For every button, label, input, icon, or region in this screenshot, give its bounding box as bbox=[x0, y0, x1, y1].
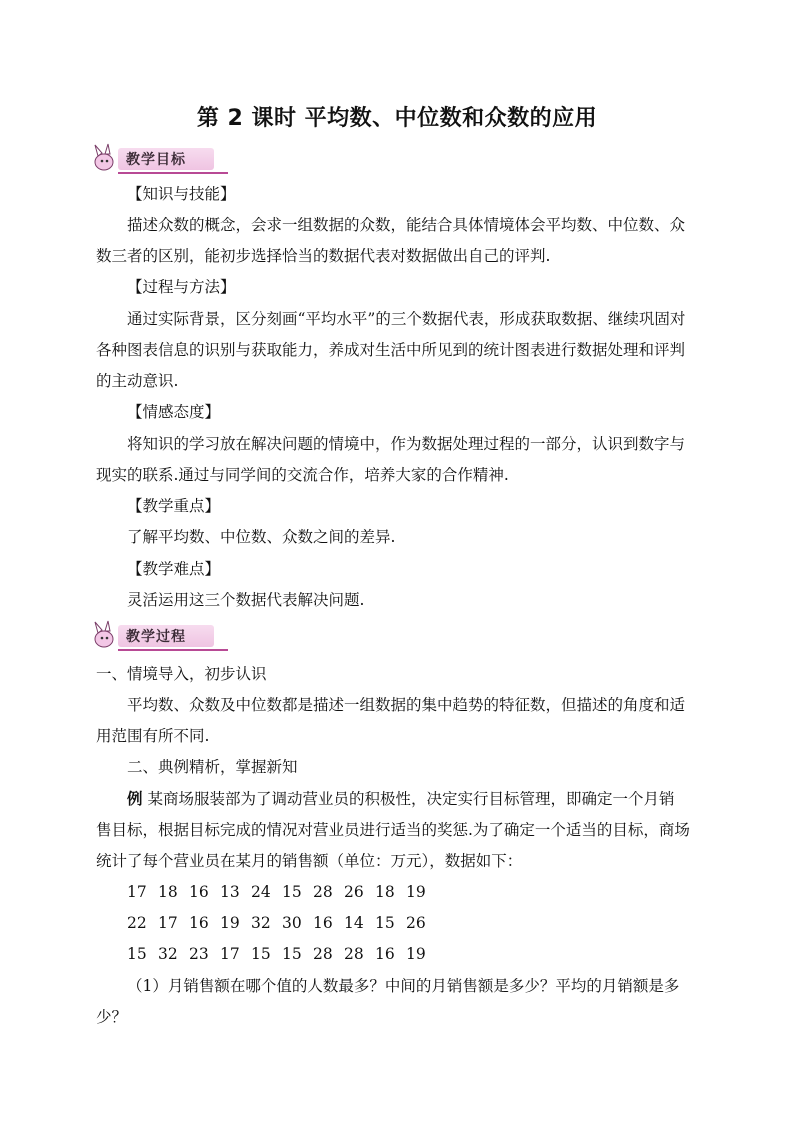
section-badge-process bbox=[92, 619, 230, 651]
data-value: 32 bbox=[251, 914, 271, 932]
paragraph-line: 各种图表信息的识别与获取能力，养成对生活中所见到的统计图表进行数据处理和评判 bbox=[96, 341, 686, 359]
data-value: 22 bbox=[127, 914, 147, 932]
heading-emotion: 【情感态度】 bbox=[127, 403, 221, 421]
heading-knowledge: 【知识与技能】 bbox=[127, 185, 236, 203]
data-value: 32 bbox=[158, 945, 178, 963]
data-value: 18 bbox=[375, 883, 395, 901]
data-value: 19 bbox=[220, 914, 240, 932]
data-value: 28 bbox=[313, 945, 333, 963]
page-title: 第 2 课时 平均数、中位数和众数的应用 bbox=[196, 106, 598, 131]
paragraph-line: 灵活运用这三个数据代表解决问题. bbox=[127, 591, 365, 609]
data-value: 15 bbox=[282, 883, 302, 901]
data-value: 15 bbox=[375, 914, 395, 932]
paragraph-line: 统计了每个营业员在某月的销售额（单位：万元），数据如下： bbox=[96, 852, 523, 870]
data-value: 15 bbox=[251, 945, 271, 963]
heading-process-method: 【过程与方法】 bbox=[127, 278, 236, 296]
section-badge-goals bbox=[92, 142, 230, 174]
paragraph-line: 了解平均数、中位数、众数之间的差异. bbox=[127, 528, 396, 546]
paragraph-line: 现实的联系.通过与同学间的交流合作，培养大家的合作精神. bbox=[96, 466, 509, 484]
paragraph-line: 描述众数的概念，会求一组数据的众数，能结合具体情境体会平均数、中位数、众 bbox=[127, 216, 686, 234]
data-value: 19 bbox=[406, 945, 426, 963]
data-row bbox=[127, 882, 437, 902]
section-heading-2: 二、典例精析，掌握新知 bbox=[127, 758, 298, 776]
data-value: 26 bbox=[344, 883, 364, 901]
data-value: 18 bbox=[158, 883, 178, 901]
heading-difficult-point: 【教学难点】 bbox=[127, 560, 221, 578]
paragraph-line: 将知识的学习放在解决问题的情境中，作为数据处理过程的一部分，认识到数字与 bbox=[127, 435, 686, 453]
data-value: 15 bbox=[282, 945, 302, 963]
data-row bbox=[127, 913, 437, 933]
badge-underline bbox=[118, 649, 228, 651]
section-heading-1: 一、情境导入，初步认识 bbox=[96, 665, 267, 683]
paragraph-line: 数三者的区别，能初步选择恰当的数据代表对数据做出自己的评判. bbox=[96, 247, 551, 265]
example-line bbox=[127, 789, 737, 809]
data-row bbox=[127, 944, 437, 964]
badge-underline bbox=[118, 172, 228, 174]
data-value: 24 bbox=[251, 883, 271, 901]
paragraph-line: 用范围有所不同. bbox=[96, 727, 210, 745]
heading-key-point: 【教学重点】 bbox=[127, 497, 221, 515]
data-value: 26 bbox=[406, 914, 426, 932]
data-value: 16 bbox=[189, 883, 209, 901]
badge-label: 教学目标 bbox=[126, 152, 186, 168]
data-value: 16 bbox=[189, 914, 209, 932]
data-value: 30 bbox=[282, 914, 302, 932]
data-value: 19 bbox=[406, 883, 426, 901]
question-line: 少？ bbox=[96, 1008, 128, 1026]
data-value: 28 bbox=[313, 883, 333, 901]
data-value: 17 bbox=[127, 883, 147, 901]
data-value: 17 bbox=[220, 945, 240, 963]
data-value: 28 bbox=[344, 945, 364, 963]
paragraph-line: 售目标，根据目标完成的情况对营业员进行适当的奖惩.为了确定一个适当的目标，商场 bbox=[96, 821, 690, 839]
data-value: 15 bbox=[127, 945, 147, 963]
paragraph-line: 平均数、众数及中位数都是描述一组数据的集中趋势的特征数，但描述的角度和适 bbox=[127, 696, 686, 714]
paragraph-line: 的主动意识. bbox=[96, 372, 179, 390]
data-value: 16 bbox=[375, 945, 395, 963]
question-line: （1）月销售额在哪个值的人数最多？中间的月销售额是多少？平均的月销额是多 bbox=[127, 977, 680, 995]
paragraph-line: 通过实际背景，区分刻画“平均水平”的三个数据代表，形成获取数据、继续巩固对 bbox=[127, 310, 686, 328]
example-text: 某商场服装部为了调动营业员的积极性，决定实行目标管理，即确定一个月销 bbox=[142, 790, 675, 808]
data-value: 17 bbox=[158, 914, 178, 932]
data-value: 13 bbox=[220, 883, 240, 901]
example-label: 例 bbox=[127, 789, 143, 808]
data-value: 14 bbox=[344, 914, 364, 932]
data-value: 23 bbox=[189, 945, 209, 963]
data-value: 16 bbox=[313, 914, 333, 932]
badge-label: 教学过程 bbox=[126, 629, 186, 645]
